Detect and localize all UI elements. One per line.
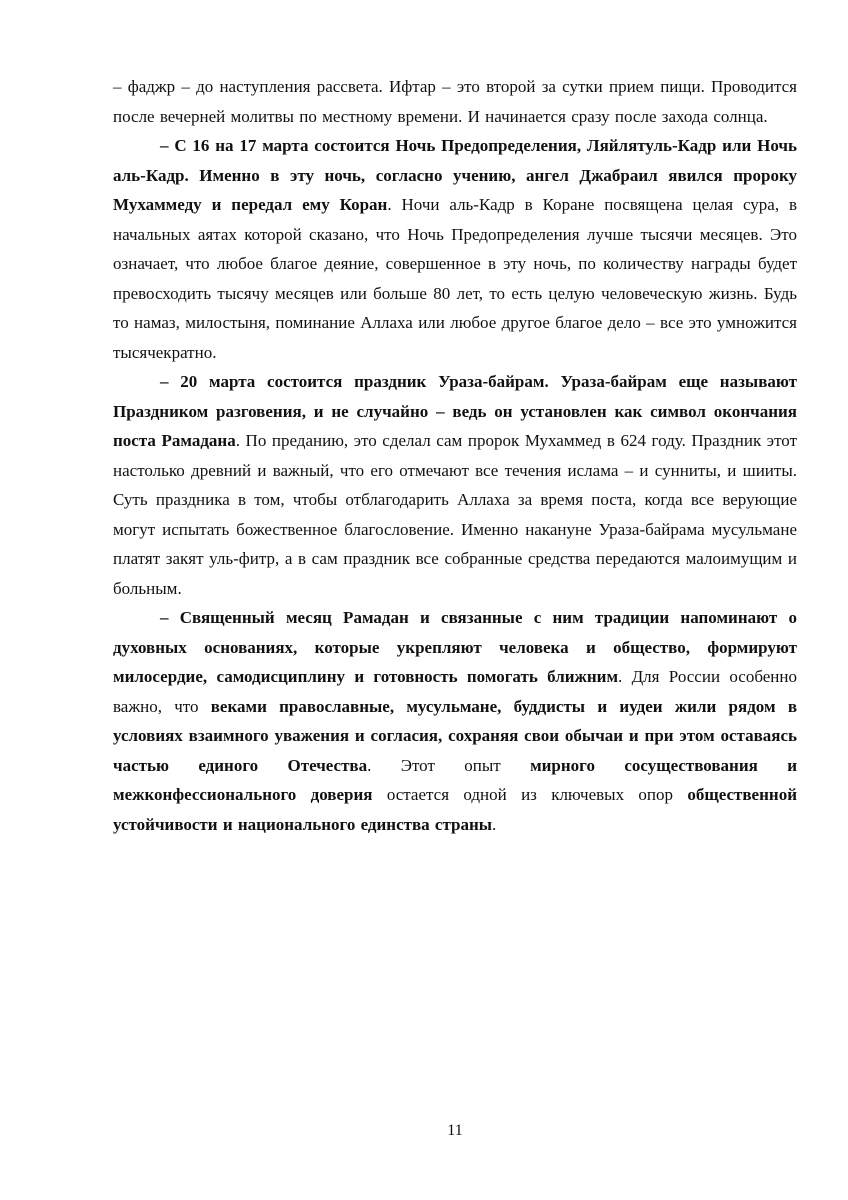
paragraph bbox=[113, 603, 797, 839]
text-run: . Ночи аль-Кадр в Коране посвящена целая сура, в начальных аятах которой сказано, что Ночь Предопределения лучше тысячи месяцев. Это означает, что любое благое деяние, совершенное в эту ночь, по количеству награды будет превосходить тысячу месяцев или больше 80 лет, то есть целую человеческую жизнь. Будь то намаз, милостыня, поминание Аллаха или любое другое благое дело – все это умножится тысячекратно. bbox=[113, 195, 797, 362]
text-run: – фаджр – до наступления рассвета. Ифтар – это второй за сутки прием пищи. Проводится после вечерней молитвы по местному времени. И начинается сразу после захода солнца. bbox=[113, 77, 797, 126]
paragraph bbox=[113, 367, 797, 603]
bold-text-run: мирного сосуществования и межконфессионального доверия bbox=[113, 755, 797, 804]
bold-text-run: веками православные, мусульмане, буддисты и иудеи жили рядом в условиях взаимного уважения и согласия, сохраняя свои обычаи и при этом оставаясь частью единого Отечества bbox=[113, 696, 797, 775]
text-run: остается одной из ключевых опор bbox=[372, 785, 688, 804]
document-body bbox=[113, 72, 797, 839]
text-run: . Этот опыт bbox=[367, 755, 531, 775]
text-run: . По преданию, это сделал сам пророк Мухаммед в 624 году. Праздник этот настолько древний и важный, что его отмечают все течения ислама – и сунниты, и шииты. Суть праздника в том, чтобы отблагодарить Аллаха за время поста, когда все верующие могут испытать божественное благословение. Именно накануне Ураза-байрама мусульмане платят закят уль-фитр, а в сам праздник все собранные средства передаются малоимущим и больным. bbox=[113, 431, 797, 598]
text-run: . Для России особенно важно, что bbox=[113, 667, 797, 716]
bold-text-run: – Священный месяц Рамадан и связанные с ним традиции напоминают о духовных основаниях, которые укрепляют человека и общество, формируют милосердие, самодисциплину и готовность помогать ближним bbox=[113, 608, 797, 686]
bold-text-run: общественной устойчивости и национального единства страны bbox=[113, 785, 797, 834]
text-run: . bbox=[492, 814, 497, 834]
bold-text-run: – С 16 на 17 марта состоится Ночь Предопределения, Ляйлятуль-Кадр или Ночь аль-Кадр. Именно в эту ночь, согласно учению, ангел Джабраил явился пророку Мухаммеду и передал ему Коран bbox=[113, 136, 797, 214]
paragraph bbox=[113, 72, 797, 131]
bold-text-run: – 20 марта состоится праздник Ураза-байрам. Ураза-байрам еще называют Праздником разговения, и не случайно – ведь он установлен как символ окончания поста Рамадана bbox=[113, 372, 797, 450]
paragraph bbox=[113, 131, 797, 367]
page-number: 11 bbox=[447, 1122, 463, 1139]
